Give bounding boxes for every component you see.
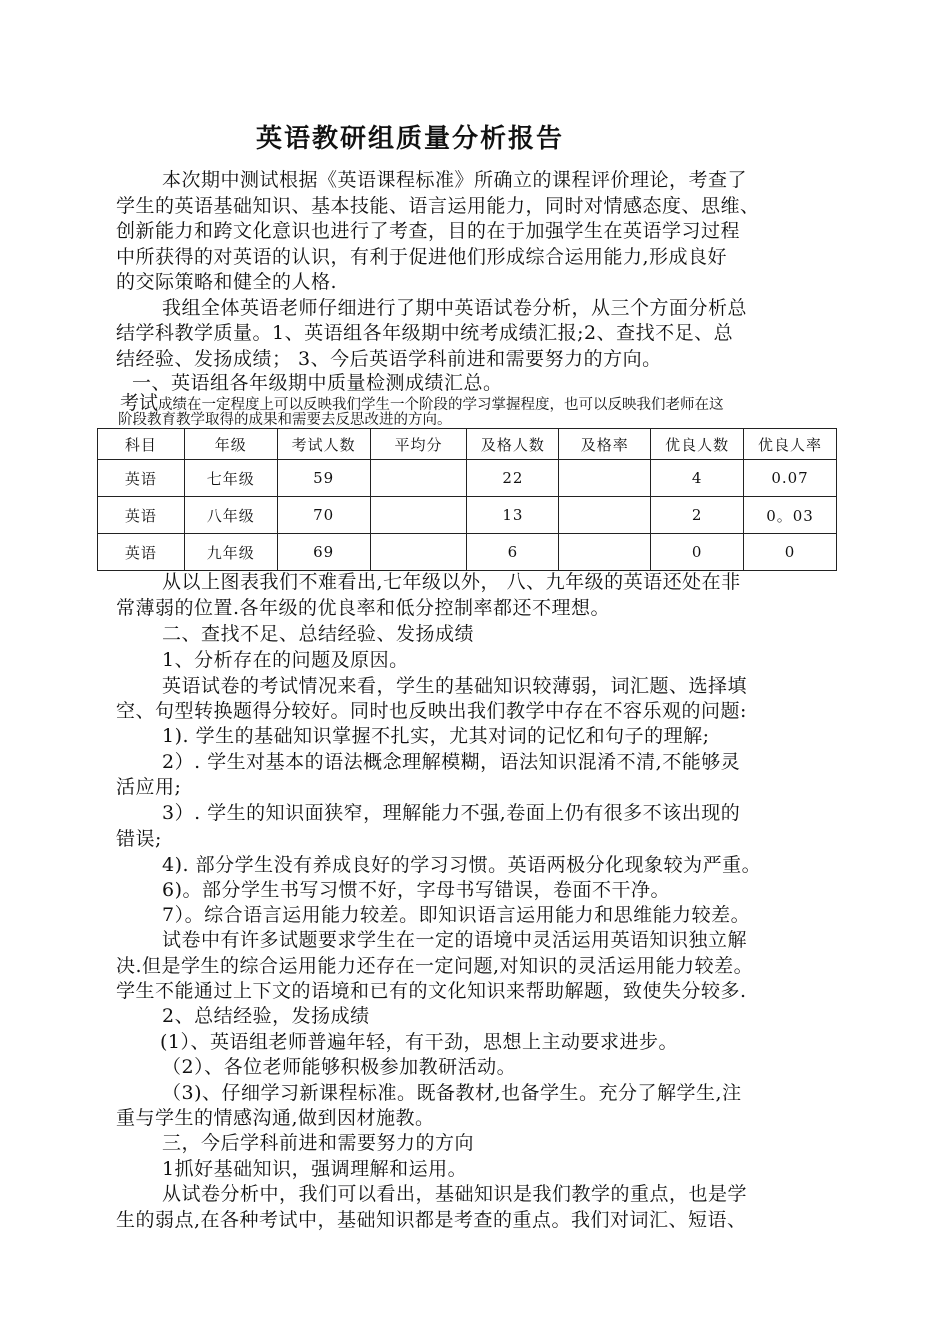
intro-line: 本次期中测试根据《英语课程标准》所确立的课程评价理论，考查了 — [162, 169, 748, 191]
table-cell: 0 — [744, 534, 837, 571]
table-cell: 69 — [277, 534, 370, 571]
table-cell: 八年级 — [184, 497, 277, 534]
table-cell: 0.07 — [744, 460, 837, 497]
section-note: 阶段教育教学取得的成果和需要去反思改进的方向。 — [118, 412, 452, 428]
table-cell: 4 — [651, 460, 744, 497]
paragraph-line: 空、句型转换题得分较好。同时也反映出我们教学中存在不容乐观的问题: — [116, 700, 747, 722]
list-item: （3)、仔细学习新课程标准。既备教材,也备学生。充分了解学生,注 — [162, 1082, 742, 1104]
intro-line: 中所获得的对英语的认识，有利于促进他们形成综合运用能力,形成良好 — [116, 246, 728, 268]
scores-table — [97, 428, 837, 571]
paragraph-line: 试卷中有许多试题要求学生在一定的语境中灵活运用英语知识独立解 — [162, 929, 748, 951]
paragraph-line: 从试卷分析中，我们可以看出，基础知识是我们教学的重点，也是学 — [162, 1183, 748, 1205]
subsection-heading: 2、总结经验，发扬成绩 — [162, 1005, 370, 1027]
table-header-cell: 优良人率 — [744, 429, 837, 460]
paragraph-line: 结经验、发扬成绩； 3、今后英语学科前进和需要努力的方向。 — [116, 348, 662, 370]
table-cell: 英语 — [98, 497, 185, 534]
list-item: 错误; — [116, 828, 162, 850]
table-header-cell: 优良人数 — [651, 429, 744, 460]
table-header-cell: 平均分 — [370, 429, 467, 460]
list-item: 3）. 学生的知识面狭窄，理解能力不强,卷面上仍有很多不该出现的 — [162, 802, 741, 824]
paragraph-line: 英语试卷的考试情况来看，学生的基础知识较薄弱，词汇题、选择填 — [162, 675, 748, 697]
section-note-text: 成绩在一定程度上可以反映我们学生一个阶段的学习掌握程度，也可以反映我们老师在这 — [158, 397, 724, 413]
intro-line: 学生的英语基础知识、基本技能、语言运用能力，同时对情感态度、思维、 — [116, 195, 760, 217]
table-cell — [559, 460, 651, 497]
table-header-cell: 及格率 — [559, 429, 651, 460]
table-cell — [370, 534, 467, 571]
table-header-cell: 考试人数 — [277, 429, 370, 460]
table-cell: 英语 — [98, 460, 185, 497]
table-cell: 59 — [277, 460, 370, 497]
subsection-heading: 1、分析存在的问题及原因。 — [162, 649, 409, 671]
table-header-cell: 年级 — [184, 429, 277, 460]
intro-line: 的交际策略和健全的人格. — [116, 271, 338, 293]
paragraph-line: 我组全体英语老师仔细进行了期中英语试卷分析，从三个方面分析总 — [162, 297, 748, 319]
document-title: 英语教研组质量分析报告 — [255, 124, 564, 154]
table-header-cell: 科目 — [98, 429, 185, 460]
paragraph-line: 从以上图表我们不难看出,七年级以外， 八、九年级的英语还处在非 — [162, 571, 741, 593]
table-cell — [370, 497, 467, 534]
paragraph-line: 生的弱点,在各种考试中，基础知识都是考查的重点。我们对词汇、短语、 — [116, 1209, 747, 1231]
table-cell: 6 — [467, 534, 559, 571]
subsection-heading: 1抓好基础知识，强调理解和运用。 — [162, 1158, 468, 1180]
table-cell — [559, 497, 651, 534]
table-cell: 0 — [651, 534, 744, 571]
table-cell: 0。03 — [744, 497, 837, 534]
table-cell: 英语 — [98, 534, 185, 571]
paragraph-line: 常薄弱的位置.各年级的优良率和低分控制率都还不理想。 — [116, 597, 611, 619]
table-row — [98, 497, 837, 534]
list-item: 4). 部分学生没有养成良好的学习习惯。英语两极分化现象较为严重。 — [162, 854, 762, 876]
table-header-row — [98, 429, 837, 460]
table-cell — [559, 534, 651, 571]
section-heading: 三，今后学科前进和需要努力的方向 — [162, 1132, 475, 1154]
section-heading: 二、查找不足、总结经验、发扬成绩 — [162, 623, 475, 645]
list-item: （2）、各位老师能够积极参加教研活动。 — [162, 1056, 517, 1078]
table-cell: 九年级 — [184, 534, 277, 571]
table-row — [98, 460, 837, 497]
list-item: 2）. 学生对基本的语法概念理解模糊，语法知识混淆不清,不能够灵 — [162, 751, 741, 773]
table-header-cell: 及格人数 — [467, 429, 559, 460]
intro-line: 创新能力和跨文化意识也进行了考查，目的在于加强学生在英语学习过程 — [116, 220, 741, 242]
table-cell — [370, 460, 467, 497]
section-note-prefix: 考试 — [120, 392, 159, 414]
paragraph-line: 结学科教学质量。1、英语组各年级期中统考成绩汇报;2、查找不足、总 — [116, 322, 734, 344]
list-item: 6)。部分学生书写习惯不好，字母书写错误，卷面不干净。 — [162, 879, 671, 901]
list-item: 7）。综合语言运用能力较差。即知识语言运用能力和思维能力较差。 — [162, 904, 751, 926]
list-item: 重与学生的情感沟通,做到因材施教。 — [116, 1107, 435, 1129]
paragraph-line: 决.但是学生的综合运用能力还存在一定问题,对知识的灵活运用能力较差。 — [116, 955, 754, 977]
table-cell: 22 — [467, 460, 559, 497]
list-item: 1). 学生的基础知识掌握不扎实，尤其对词的记忆和句子的理解; — [162, 725, 710, 747]
list-item: (1）、英语组老师普遍年轻，有干劲，思想上主动要求进步。 — [160, 1031, 679, 1053]
table-cell: 七年级 — [184, 460, 277, 497]
table-cell: 70 — [277, 497, 370, 534]
table-cell: 13 — [467, 497, 559, 534]
section-heading: 一、英语组各年级期中质量检测成绩汇总。 — [132, 372, 503, 394]
table-row — [98, 534, 837, 571]
paragraph-line: 学生不能通过上下文的语境和已有的文化知识来帮助解题，致使失分较多. — [116, 980, 747, 1002]
table-cell: 2 — [651, 497, 744, 534]
list-item: 活应用; — [116, 776, 182, 798]
